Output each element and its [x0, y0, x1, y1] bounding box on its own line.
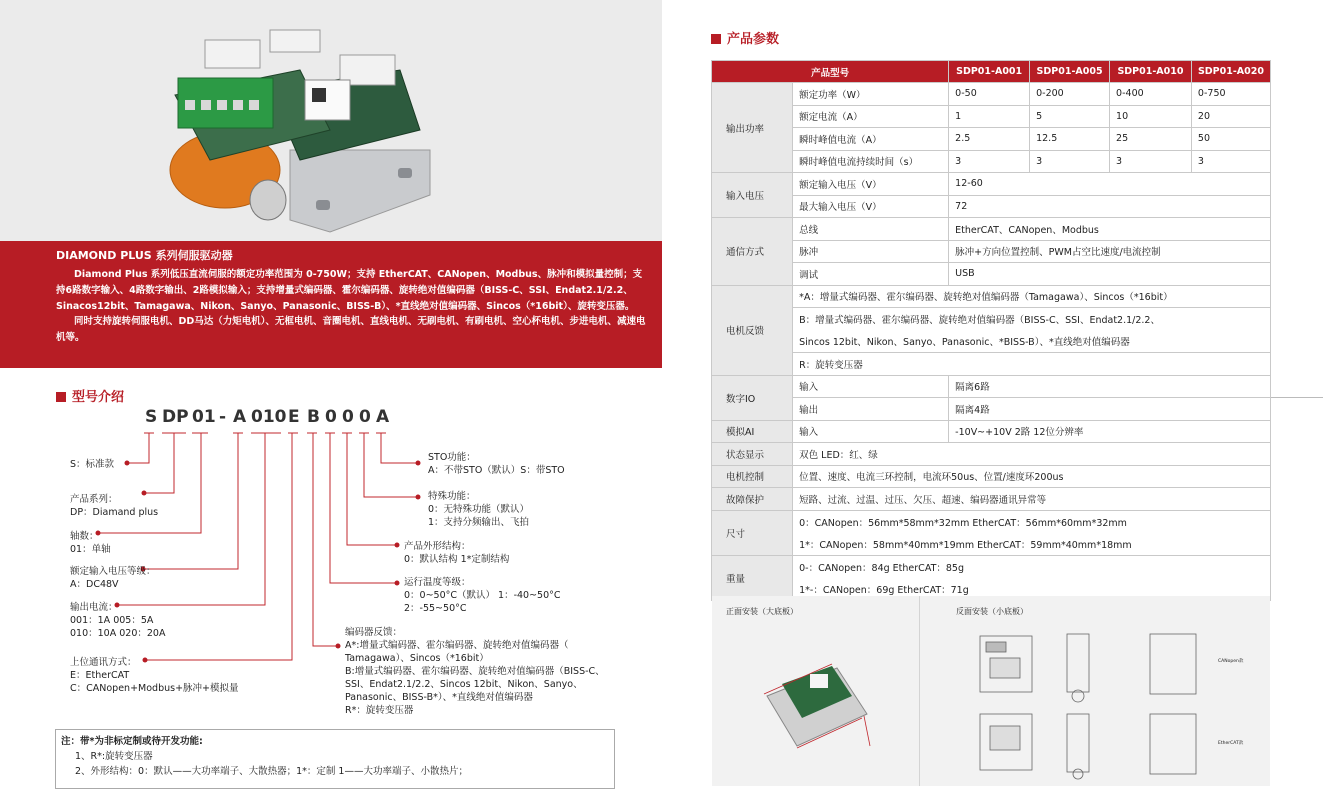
table-row — [712, 420, 1271, 443]
footnote-title: 注：带*为非标定制或待开发功能: — [61, 736, 203, 747]
table-row — [712, 173, 1271, 196]
params-table — [711, 60, 1271, 601]
label-encoder-line-5: Panasonic、BISS-B*）、*直线绝对值编码器 — [345, 692, 533, 703]
group-control: 电机控制 — [712, 465, 793, 488]
cell: 位置、速度、电流三环控制，电流环50us、位置/速度环200us — [793, 465, 1271, 488]
label-comm-value-1: E：EtherCAT — [70, 670, 130, 681]
cell: 12.5 — [1030, 128, 1110, 151]
table-row — [712, 398, 1271, 421]
params-heading — [711, 28, 779, 47]
ethercat-drawing-label: EtherCAT款 — [1218, 741, 1244, 746]
cell: 隔离4路 — [949, 398, 1271, 421]
table-row — [712, 443, 1271, 466]
group-ai: 模拟AI — [712, 420, 793, 443]
label-s — [70, 458, 114, 471]
header-a001: SDP01-A001 — [949, 61, 1030, 83]
params-heading-text: 产品参数 — [727, 32, 780, 47]
label-special-value-1: 0：无特殊功能（默认） — [428, 504, 530, 515]
group-voltage: 输入电压 — [712, 173, 793, 218]
cell: 1*-：CANopen：69g EtherCAT：71g — [793, 578, 1271, 601]
cell: 脉冲+方向位置控制、PWM占空比速度/电流控制 — [949, 240, 1271, 263]
row-label: 输入 — [793, 420, 949, 443]
label-series — [70, 493, 158, 519]
cell: 2.5 — [949, 128, 1030, 151]
cell: 5 — [1030, 105, 1110, 128]
divider — [1271, 397, 1323, 398]
table-row — [712, 195, 1271, 218]
group-feedback: 电机反馈 — [712, 285, 793, 375]
label-special-value-2: 1：支持分频输出、飞拍 — [428, 517, 530, 528]
header-a010: SDP01-A010 — [1110, 61, 1192, 83]
cell: 12-60 — [949, 173, 1271, 196]
cell: B：增量式编码器、霍尔编码器、旋转绝对值编码器（BISS-C、SSI、Endat2.1/2.2、 — [793, 308, 1271, 331]
group-status: 状态显示 — [712, 443, 793, 466]
label-shape-title: 产品外形结构： — [404, 541, 471, 552]
back-install-drawings — [980, 634, 1196, 779]
group-power: 输出功率 — [712, 83, 793, 173]
heading-marker-icon — [711, 34, 721, 44]
label-special-title: 特殊功能： — [428, 491, 476, 502]
product-intro-text-1: Diamond Plus 系列低压直流伺服的额定功率范围为 0-750W；支持 EtherCAT、CANopen、Modbus、脉冲和模拟量控制；支持6路数字输入、4路数字输出、2路模拟输入；支持增量式编码器、霍尔编码器、旋转绝对值编码器（BISS-C、SSI、Endat2.1/2.2、Sinacos12bit、Tamagawa、Nikon、Sanyo、Panasonic、BISS-B）、*直线绝对值编码器、Sincos（*16bit）、旋转变压器。 — [56, 269, 643, 312]
footnote-box — [55, 729, 615, 789]
row-label: 输入 — [793, 375, 949, 398]
code-char: - — [219, 407, 227, 427]
label-special — [428, 490, 529, 529]
label-current-value-1: 001：1A 005：5A — [70, 615, 154, 626]
cell: 隔离6路 — [949, 375, 1271, 398]
table-row — [712, 128, 1271, 151]
cell: 3 — [1191, 150, 1270, 173]
cell: 3 — [1030, 150, 1110, 173]
label-voltage-title: 额定输入电压等级： — [70, 566, 156, 577]
row-label: 额定功率（W） — [793, 83, 949, 106]
cell: 短路、过流、过温、过压、欠压、超速、编码器通讯异常等 — [793, 488, 1271, 511]
label-comm-title: 上位通讯方式： — [70, 657, 137, 668]
table-row — [712, 105, 1271, 128]
front-install-drawing — [764, 664, 870, 748]
cell: USB — [949, 263, 1271, 286]
cell: 3 — [1110, 150, 1192, 173]
front-install-label: 正面安装（大底板） — [726, 607, 798, 616]
label-sto-title: STO功能： — [428, 452, 476, 463]
footnote-line-2: 2、外形结构：0：默认——大功率端子、大散热器；1*：定制 1——大功率端子、小散热片； — [75, 766, 468, 777]
label-axis — [70, 530, 111, 556]
label-encoder-line-6: R*：旋转变压器 — [345, 705, 414, 716]
label-s-line: S：标准款 — [70, 459, 115, 470]
label-encoder-line-3: B:增量式编码器、霍尔编码器、旋转绝对值编码器（BISS-C、 — [345, 666, 605, 677]
cell: 0-：CANopen：84g EtherCAT：85g — [793, 555, 1271, 578]
code-char: 0 — [325, 407, 337, 427]
product-intro-text-2: 同时支持旋转伺服电机、DD马达（力矩电机）、无框电机、音圈电机、直线电机、无刷电机、有刷电机、空心杯电机、步进电机、减速电机等。 — [56, 316, 646, 344]
label-shape — [404, 540, 509, 566]
label-temp — [404, 576, 561, 615]
label-series-title: 产品系列： — [70, 494, 118, 505]
cell: EtherCAT、CANopen、Modbus — [949, 218, 1271, 241]
table-row — [712, 150, 1271, 173]
row-label: 最大输入电压（V） — [793, 195, 949, 218]
group-comm: 通信方式 — [712, 218, 793, 286]
table-row — [712, 218, 1271, 241]
label-comm — [70, 656, 239, 695]
code-char: 010 — [251, 407, 287, 427]
row-label: 脉冲 — [793, 240, 949, 263]
label-temp-title: 运行温度等级： — [404, 577, 471, 588]
table-row — [712, 263, 1271, 286]
cell: -10V~+10V 2路 12位分辨率 — [949, 420, 1271, 443]
row-label: 调试 — [793, 263, 949, 286]
code-char: B — [307, 407, 320, 427]
install-drawings — [712, 596, 1270, 786]
label-sto — [428, 451, 565, 477]
label-encoder — [345, 626, 605, 717]
code-char: DP — [162, 407, 189, 427]
header-model: 产品型号 — [712, 61, 949, 83]
label-voltage — [70, 565, 156, 591]
cell: *A：增量式编码器、霍尔编码器、旋转绝对值编码器（Tamagawa）、Sincos（*16bit） — [793, 285, 1271, 308]
cell: 0-750 — [1191, 83, 1270, 106]
label-series-value: DP：Diamand plus — [70, 507, 159, 518]
cell: 25 — [1110, 128, 1192, 151]
label-encoder-line-1: A*:增量式编码器、霍尔编码器、旋转绝对值编码器（ — [345, 640, 569, 651]
label-current-title: 输出电流： — [70, 602, 118, 613]
header-a005: SDP01-A005 — [1030, 61, 1110, 83]
cell: 3 — [949, 150, 1030, 173]
code-char: A — [233, 407, 247, 427]
product-title: DIAMOND PLUS 系列伺服驱动器 — [56, 249, 233, 262]
cell: 0-400 — [1110, 83, 1192, 106]
table-row — [712, 375, 1271, 398]
label-encoder-line-2: Tamagawa）、Sincos（*16bit） — [345, 653, 489, 664]
table-header-row — [712, 61, 1271, 83]
row-label: 输出 — [793, 398, 949, 421]
table-row — [712, 83, 1271, 106]
row-label: 额定输入电压（V） — [793, 173, 949, 196]
cell: 0-200 — [1030, 83, 1110, 106]
cell: 双色 LED：红、绿 — [793, 443, 1271, 466]
install-panel — [712, 596, 1270, 786]
table-row — [712, 285, 1271, 308]
canopen-drawing-label: CANopen款 — [1218, 659, 1244, 664]
table-row — [712, 308, 1271, 331]
table-row — [712, 330, 1271, 353]
row-label: 瞬时峰值电流持续时间（s） — [793, 150, 949, 173]
params-table-wrap — [711, 60, 1271, 601]
table-row — [712, 353, 1271, 376]
label-shape-value: 0：默认结构 1*定制结构 — [404, 554, 510, 565]
cell: 10 — [1110, 105, 1192, 128]
code-char: 01 — [192, 407, 216, 427]
cell: Sincos 12bit、Nikon、Sanyo、Panasonic、*BISS-B）、*直线绝对值编码器 — [793, 330, 1271, 353]
label-sto-value: A：不带STO（默认）S：带STO — [428, 465, 565, 476]
table-row — [712, 533, 1271, 556]
table-row — [712, 510, 1271, 533]
group-dio: 数字IO — [712, 375, 793, 420]
group-size: 尺寸 — [712, 510, 793, 555]
label-encoder-title: 编码器反馈： — [345, 627, 403, 638]
group-fault: 故障保护 — [712, 488, 793, 511]
label-temp-value-1: 0：0~50°C（默认） 1：-40~50°C — [404, 590, 561, 601]
row-label: 额定电流（A） — [793, 105, 949, 128]
label-axis-title: 轴数： — [70, 531, 99, 542]
row-label: 瞬时峰值电流（A） — [793, 128, 949, 151]
table-row — [712, 555, 1271, 578]
code-char: A — [376, 407, 390, 427]
label-temp-value-2: 2：-55~50°C — [404, 603, 467, 614]
code-char: 0 — [342, 407, 354, 427]
code-char: E — [288, 407, 300, 427]
group-weight: 重量 — [712, 555, 793, 600]
footnote-line-1: 1、R*:旋转变压器 — [75, 751, 153, 762]
model-intro-heading-text: 型号介绍 — [72, 390, 125, 405]
label-comm-value-2: C：CANopen+Modbus+脉冲+模拟量 — [70, 683, 239, 694]
cell: 1*：CANopen：58mm*40mm*19mm EtherCAT：59mm*40mm*18mm — [793, 533, 1271, 556]
label-voltage-value: A：DC48V — [70, 579, 119, 590]
back-install-label: 反面安装（小底板） — [956, 607, 1028, 616]
cell: 50 — [1191, 128, 1270, 151]
label-current-value-2: 010：10A 020：20A — [70, 628, 166, 639]
code-char: S — [145, 407, 158, 427]
label-current — [70, 601, 165, 640]
table-row — [712, 465, 1271, 488]
cell: 1 — [949, 105, 1030, 128]
label-axis-value: 01：单轴 — [70, 544, 111, 555]
label-encoder-line-4: SSI、Endat2.1/2.2、Sincos 12bit、Nikon、Sanyo、 — [345, 679, 583, 690]
code-char: 0 — [359, 407, 371, 427]
header-a020: SDP01-A020 — [1191, 61, 1270, 83]
row-label: 总线 — [793, 218, 949, 241]
cell: 72 — [949, 195, 1271, 218]
cell: 0-50 — [949, 83, 1030, 106]
cell: 0：CANopen：56mm*58mm*32mm EtherCAT：56mm*60mm*32mm — [793, 510, 1271, 533]
table-row — [712, 240, 1271, 263]
cell: R：旋转变压器 — [793, 353, 1271, 376]
table-row — [712, 488, 1271, 511]
cell: 20 — [1191, 105, 1270, 128]
